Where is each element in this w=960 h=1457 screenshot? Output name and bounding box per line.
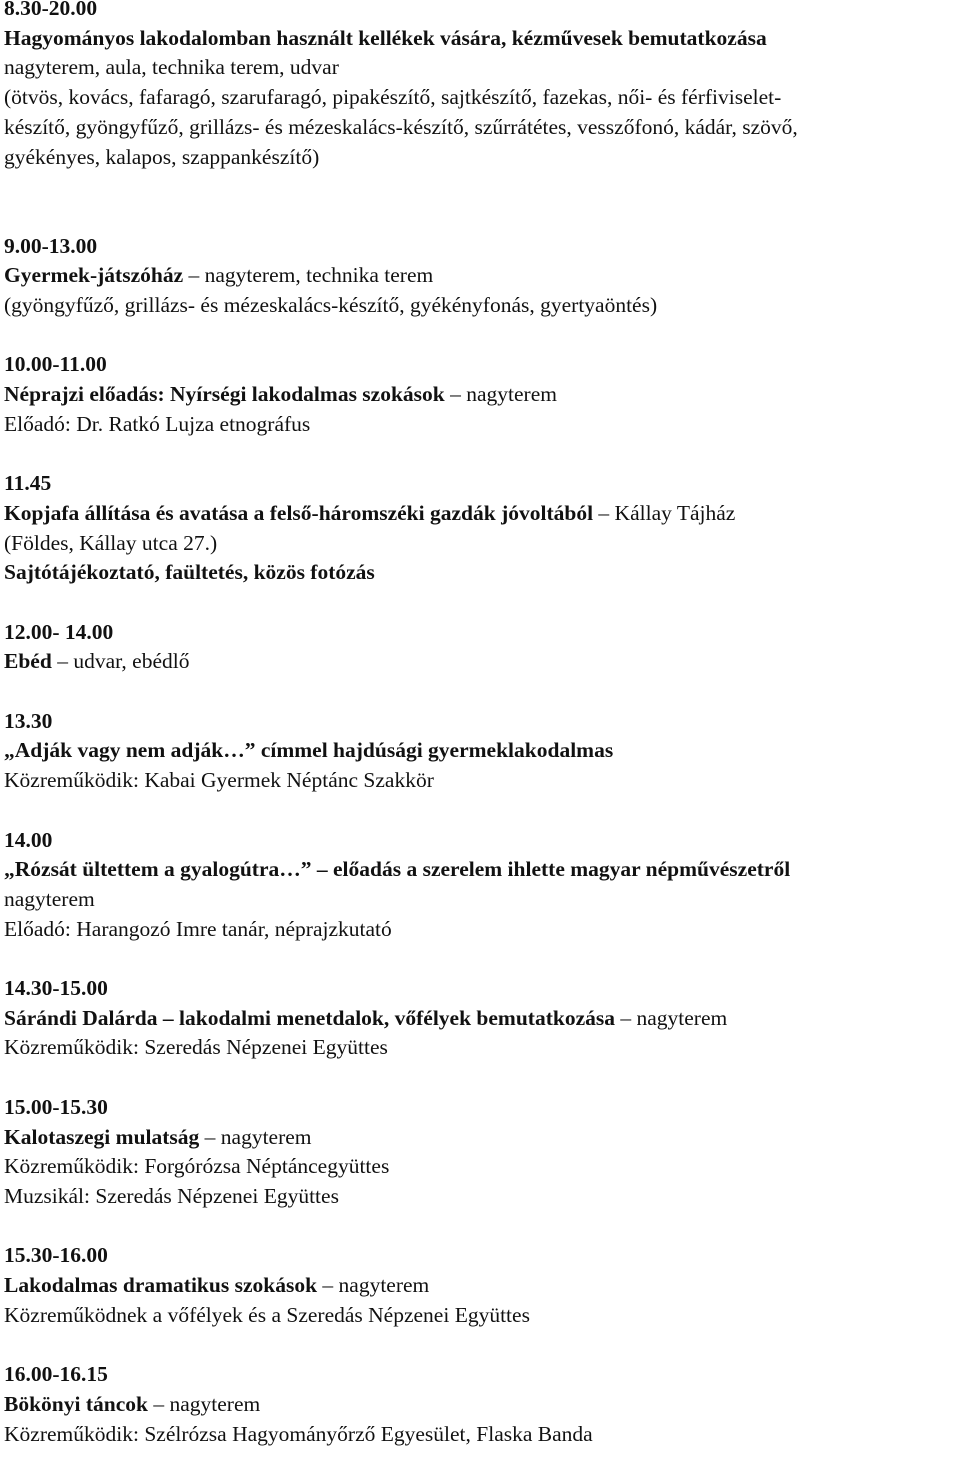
entry-time: 15.00-15.30 xyxy=(4,1094,108,1119)
entry-title: Bökönyi táncok – nagyterem xyxy=(4,1391,261,1416)
entry-time: 14.00 xyxy=(4,827,53,852)
spacer xyxy=(4,1212,960,1242)
entry-detail: Muzsikál: Szeredás Népzenei Együttes xyxy=(4,1183,339,1208)
spacer xyxy=(4,944,960,974)
spacer xyxy=(4,172,960,202)
spacer xyxy=(4,440,960,470)
entry-time: 8.30-20.00 xyxy=(4,0,98,20)
spacer xyxy=(4,677,960,707)
entry-title: Néprajzi előadás: Nyírségi lakodalmas szokások – nagyterem xyxy=(4,382,557,407)
spacer xyxy=(4,1063,960,1093)
program-entry xyxy=(4,0,960,172)
entry-title: „Adják vagy nem adják…” címmel hajdúsági gyermeklakodalmas xyxy=(4,738,614,763)
entry-detail: Közreműködik: Kabai Gyermek Néptánc Szakkör xyxy=(4,768,434,793)
program-entry xyxy=(4,707,960,796)
entry-title: Kopjafa állítása és avatása a felső-háromszéki gazdák jóvoltából – Kállay Tájház xyxy=(4,500,736,525)
entry-detail: Előadó: Harangozó Imre tanár, néprajzkutató xyxy=(4,916,392,941)
program-entry xyxy=(4,974,960,1063)
entry-detail: gyékényes, kalapos, szappankészítő) xyxy=(4,144,320,169)
entry-time: 16.00-16.15 xyxy=(4,1362,108,1387)
entry-detail: Közreműködik: Szeredás Népzenei Együttes xyxy=(4,1035,388,1060)
entry-title: Hagyományos lakodalomban használt kellékek vására, kézművesek bemutatkozása xyxy=(4,25,767,50)
program-entry xyxy=(4,232,960,321)
entry-time: 11.45 xyxy=(4,471,52,496)
entry-detail: Előadó: Dr. Ratkó Lujza etnográfus xyxy=(4,411,311,436)
spacer xyxy=(4,1330,960,1360)
entry-detail: (Földes, Kállay utca 27.) xyxy=(4,530,218,555)
entry-time: 14.30-15.00 xyxy=(4,976,108,1001)
entry-title: Gyermek-játszóház – nagyterem, technika terem xyxy=(4,263,434,288)
program-entry xyxy=(4,1241,960,1330)
entry-title: Sárándi Dalárda – lakodalmi menetdalok, vőfélyek bemutatkozása – nagyterem xyxy=(4,1005,728,1030)
entry-detail: Közreműködnek a vőfélyek és a Szeredás Népzenei Együttes xyxy=(4,1302,530,1327)
entry-time: 13.30 xyxy=(4,708,53,733)
entry-detail: készítő, gyöngyfűző, grillázs- és mézeskalács-készítő, szűrrátétes, vesszőfonó, kádár, szövő, xyxy=(4,114,798,139)
spacer xyxy=(4,202,960,232)
entry-time: 12.00- 14.00 xyxy=(4,619,114,644)
program-entry xyxy=(4,826,960,945)
entry-title: „Rózsát ültettem a gyalogútra…” – előadás a szerelem ihlette magyar népművészetről xyxy=(4,857,791,882)
entry-title: Ebéd – udvar, ebédlő xyxy=(4,649,190,674)
spacer xyxy=(4,796,960,826)
entry-time: 10.00-11.00 xyxy=(4,352,107,377)
program-entry xyxy=(4,469,960,588)
program-entry xyxy=(4,618,960,677)
entry-title: Lakodalmas dramatikus szokások – nagyterem xyxy=(4,1273,430,1298)
program-entry xyxy=(4,1093,960,1212)
program-entry xyxy=(4,1360,960,1449)
spacer xyxy=(4,321,960,351)
entry-time: 9.00-13.00 xyxy=(4,233,98,258)
entry-detail: Közreműködik: Szélrózsa Hagyományőrző Egyesület, Flaska Banda xyxy=(4,1421,593,1446)
entry-time: 15.30-16.00 xyxy=(4,1243,108,1268)
entry-location: nagyterem xyxy=(4,886,95,911)
spacer xyxy=(4,588,960,618)
entry-location: nagyterem, aula, technika terem, udvar xyxy=(4,55,339,80)
program-entry xyxy=(4,350,960,439)
entry-detail: Közreműködik: Forgórózsa Néptáncegyüttes xyxy=(4,1154,390,1179)
entry-title: Kalotaszegi mulatság – nagyterem xyxy=(4,1124,312,1149)
entry-detail: (ötvös, kovács, fafaragó, szarufaragó, pipakészítő, sajtkészítő, fazekas, női- és férfiviselet- xyxy=(4,85,782,110)
entry-detail: (gyöngyfűző, grillázs- és mézeskalács-készítő, gyékényfonás, gyertyaöntés) xyxy=(4,293,658,317)
entry-title: Sajtótájékoztató, faültetés, közös fotózás xyxy=(4,560,375,585)
